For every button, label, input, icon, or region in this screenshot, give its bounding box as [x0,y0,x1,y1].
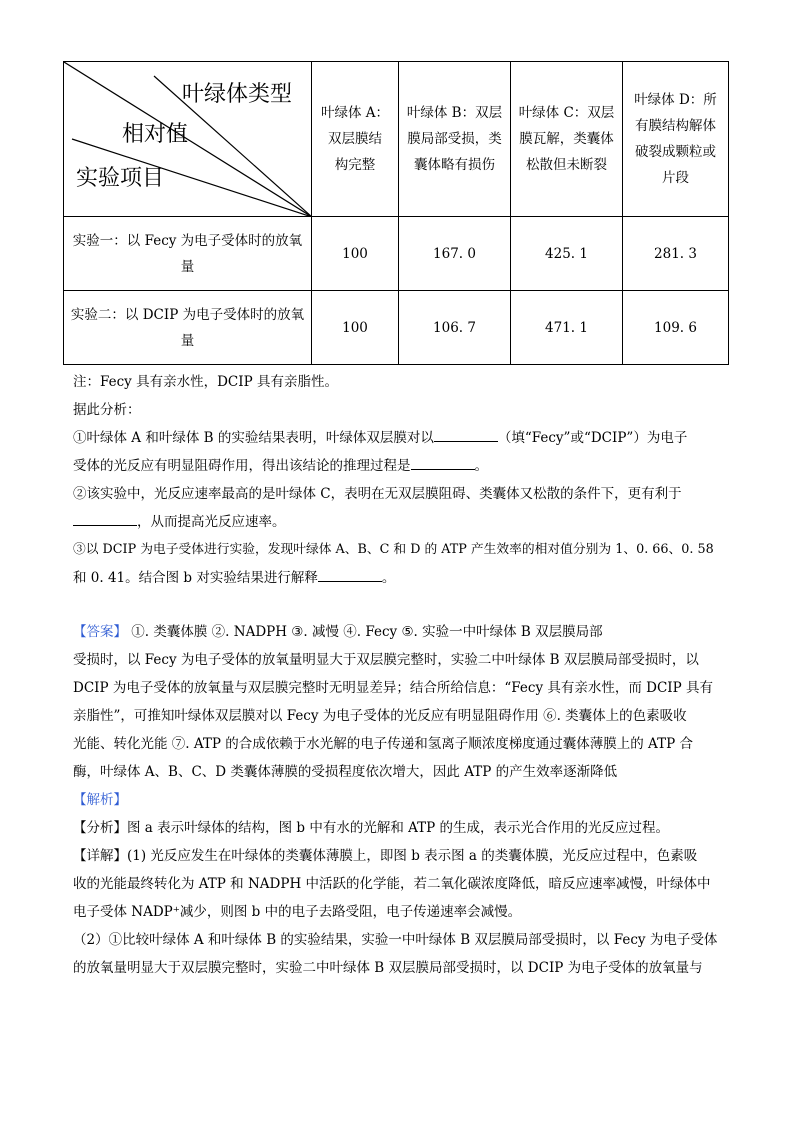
answer-line: 亲脂性”，可推知叶绿体双层膜对以 Fecy 为电子受体的光反应有明显阻碍作用 ⑥. 类囊体上的色素吸收 [73,708,687,724]
row-label-line: 量 [180,258,195,275]
col-a-line: 构完整 [334,157,376,173]
q1-line-1 [73,424,723,452]
table-cell: 471. 1 [511,291,623,365]
answer-blank [434,427,498,442]
col-a-line: 叶绿体 A： [320,105,390,121]
answer-line: DCIP 为电子受体的放氧量与双层膜完整时无明显差异；结合所给信息：“Fecy 具有亲水性，而 DCIP 具有 [73,680,714,696]
q3-text: 。 [381,570,396,586]
table-cell: 100 [312,291,399,365]
header-value-label: 相对值 [122,122,189,147]
col-b-line: 叶绿体 B：双层 [406,105,503,121]
col-b-line: 膜局部受损，类 [407,131,502,147]
row-label-line: 量 [180,332,195,349]
answer-line [73,618,723,646]
col-c-line: 膜瓦解，类囊体 [519,131,614,147]
question-text [73,368,723,592]
table-cell: 100 [312,217,399,291]
table-row [64,291,729,365]
answer-blank [411,455,475,470]
col-b-line: 囊体略有损伤 [414,157,495,173]
q2-line-1: ②该实验中，光反应速率最高的是叶绿体 C，表明在无双层膜阻碍、类囊体又松散的条件下，更有利于 [73,486,682,502]
xiangjie-line: 【详解】(1) 光反应发生在叶绿体的类囊体薄膜上，即图 b 表示图 a 的类囊体膜，光反应过程中，色素吸 [73,848,698,864]
col-d-line: 破裂成颗粒或 [635,144,716,160]
fenxi-line: 【分析】图 a 表示叶绿体的结构，图 b 中有水的光解和 ATP 的生成，表示光合作用的光反应过程。 [73,820,670,836]
q1-text: ①叶绿体 A 和叶绿体 B 的实验结果表明，叶绿体双层膜对以 [73,430,434,446]
q2-line-2 [73,508,723,536]
answer-tag: 【答案】 [73,624,127,640]
table-row [64,217,729,291]
col-c-line: 松散但未断裂 [526,157,607,173]
analysis-intro: 据此分析： [73,402,141,418]
answer-blank [73,511,137,526]
header-type-label: 叶绿体类型 [182,82,293,107]
data-table [63,61,729,365]
column-header-d [623,62,729,217]
table-cell: 167. 0 [399,217,511,291]
q3-text: 和 0. 41。结合图 b 对实验结果进行解释 [73,570,318,586]
col-c-line: 叶绿体 C：双层 [518,105,615,121]
answer-line: 酶，叶绿体 A、B、C、D 类囊体薄膜的受损程度依次增大，因此 ATP 的产生效率逐渐降低 [73,764,618,780]
q1-line-2 [73,452,723,480]
q1-text: （填“Fecy”或“DCIP”）为电子 [497,430,688,446]
table-header-row [64,62,729,217]
table-cell: 109. 6 [623,291,729,365]
xiangjie-line: 的放氧量明显大于双层膜完整时，实验二中叶绿体 B 双层膜局部受损时，以 DCIP 为电子受体的放氧量与 [73,960,703,976]
xiangjie-line: （2）①比较叶绿体 A 和叶绿体 B 的实验结果，实验一中叶绿体 B 双层膜局部受损时，以 Fecy 为电子受体 [73,932,718,948]
col-d-line: 片段 [662,170,689,186]
column-header-c [511,62,623,217]
col-d-line: 叶绿体 D：所 [634,92,717,108]
table-cell: 106. 7 [399,291,511,365]
jiexi-tag: 【解析】 [73,792,127,808]
q3-line-2 [73,564,723,592]
answer-section [73,618,723,982]
q3-line-1: ③以 DCIP 为电子受体进行实验，发现叶绿体 A、B、C 和 D 的 ATP 产生效率的相对值分别为 1、0. 66、0. 58 [73,542,714,557]
note-line: 注：Fecy 具有亲水性，DCIP 具有亲脂性。 [73,374,338,390]
row-label [64,291,312,365]
answer-line: 受损时，以 Fecy 为电子受体的放氧量明显大于双层膜完整时，实验二中叶绿体 B 双层膜局部受损时，以 [73,652,699,668]
col-d-line: 有膜结构解体 [635,118,716,134]
header-item-label: 实验项目 [76,166,165,191]
col-a-line: 双层膜结 [328,131,382,147]
table-cell: 281. 3 [623,217,729,291]
answer-blank [318,567,382,582]
q2-text: ，从而提高光反应速率。 [137,514,286,530]
row-label-line: 实验一：以 Fecy 为电子受体时的放氧 [72,232,303,249]
answer-line: 光能、转化光能 ⑦. ATP 的合成依赖于水光解的电子传递和氢离子顺浓度梯度通过囊体薄膜上的 ATP 合 [73,736,693,752]
column-header-a [312,62,399,217]
row-label [64,217,312,291]
q1-text: 受体的光反应有明显阻碍作用，得出该结论的推理过程是 [73,458,411,474]
diagonal-header-cell [64,62,312,217]
column-header-b [399,62,511,217]
table-cell: 425. 1 [511,217,623,291]
row-label-line: 实验二：以 DCIP 为电子受体时的放氧 [70,306,305,323]
q1-text: 。 [474,458,488,474]
answer-text: ①. 类囊体膜 ②. NADPH ③. 减慢 ④. Fecy ⑤. 实验一中叶绿体 B 双层膜局部 [131,624,603,640]
xiangjie-line: 电子受体 NADP⁺减少，则图 b 中的电子去路受阻，电子传递速率会减慢。 [73,904,522,920]
xiangjie-line: 收的光能最终转化为 ATP 和 NADPH 中活跃的化学能，若二氧化碳浓度降低，暗反应速率减慢，叶绿体中 [73,876,711,892]
